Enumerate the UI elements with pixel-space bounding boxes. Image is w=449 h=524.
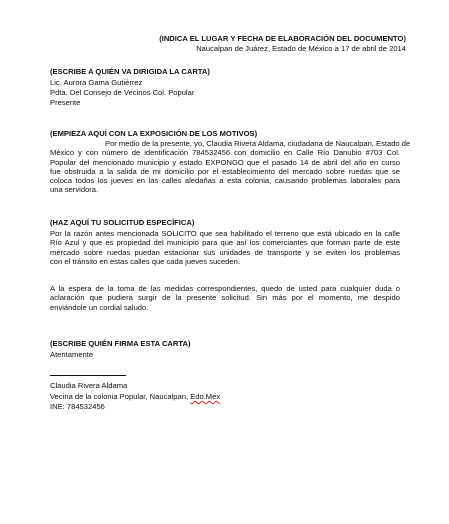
closing-line: A la espera de la toma de las medidas correspondientes, quedo de usted para cualquier duda o	[50, 284, 400, 293]
closing-line: enviándole un cordial saludo.	[50, 302, 149, 312]
signer-address	[50, 392, 220, 401]
signer-ine: INE: 784532456	[50, 402, 105, 411]
motives-line: coloca todos los jueves en las calles aledañas a esta colonia, causando problemas laborales para	[50, 176, 400, 186]
motives-line: Popular del mencionado municipio y estado EXPONGO que el pasado 14 de abril del año en curso	[50, 157, 400, 167]
closing-paragraph	[50, 284, 400, 312]
signer-name: Claudia Rivera Aldama	[50, 381, 128, 390]
recipient-instruction: (ESCRIBE A QUIÉN VA DIRIGIDA LA CARTA)	[50, 67, 210, 76]
signature-line	[50, 375, 126, 376]
motives-line: Por medio de la presente, yo, Claudia Rivera Aldama, ciudadana de Naucalpan, Estado de	[105, 139, 411, 148]
recipient-title: Pdta. Del Consejo de Vecinos Col. Popular	[50, 88, 195, 97]
recipient-presente: Presente	[50, 98, 81, 107]
request-instruction: (HAZ AQUÍ TU SOLICITUD ESPECÍFICA)	[50, 218, 195, 227]
signer-address-state: Edo.Mex	[190, 392, 221, 401]
motives-paragraph	[50, 139, 411, 195]
motives-line: México y con número de identificación 784532456 con domicilio en Calle Río Danubio #703 Col.	[50, 148, 400, 158]
motives-line: fue obstruida a la salida de mi domicilio por el establecimiento del mercado sobre ruedas que se	[50, 166, 400, 176]
date-instruction: (INDICA EL LUGAR Y FECHA DE ELABORACIÓN DEL DOCUMENTO)	[159, 34, 406, 43]
signer-address-text: Vecina de la colonia Popular, Naucalpan,	[50, 392, 191, 401]
place-date: Naucalpan de Juárez, Estado de México a 17 de abril de 2014	[196, 44, 406, 53]
request-line: Por la razón antes mencionada SOLICITO que sea habilitado el terreno que está ubicado en la calle	[50, 229, 400, 238]
salutation: Atentamente	[50, 350, 94, 359]
request-line: mercado sobre ruedas puedan estacionar sus unidades de transporte y se eviten los problemas	[50, 247, 400, 257]
recipient-name: Lic. Aurora Gama Gutiérrez	[50, 78, 143, 87]
request-line: con el tránsito en estas calles que cada jueves suceden.	[50, 256, 240, 266]
signature-instruction: (ESCRIBE QUIÉN FIRMA ESTA CARTA)	[50, 339, 191, 348]
closing-line: aclaración que pudiera surgir de la presente solicitud. Sin más por el momento, me despido	[50, 293, 400, 303]
request-paragraph	[50, 229, 400, 266]
request-line: Río Azul y que es propiedad del municipio para que así los comerciantes que forman parte de este	[50, 238, 400, 248]
motives-instruction: (EMPIEZA AQUÍ CON LA EXPOSICIÓN DE LOS MOTIVOS)	[50, 129, 258, 138]
motives-line: una servidora.	[50, 185, 99, 195]
